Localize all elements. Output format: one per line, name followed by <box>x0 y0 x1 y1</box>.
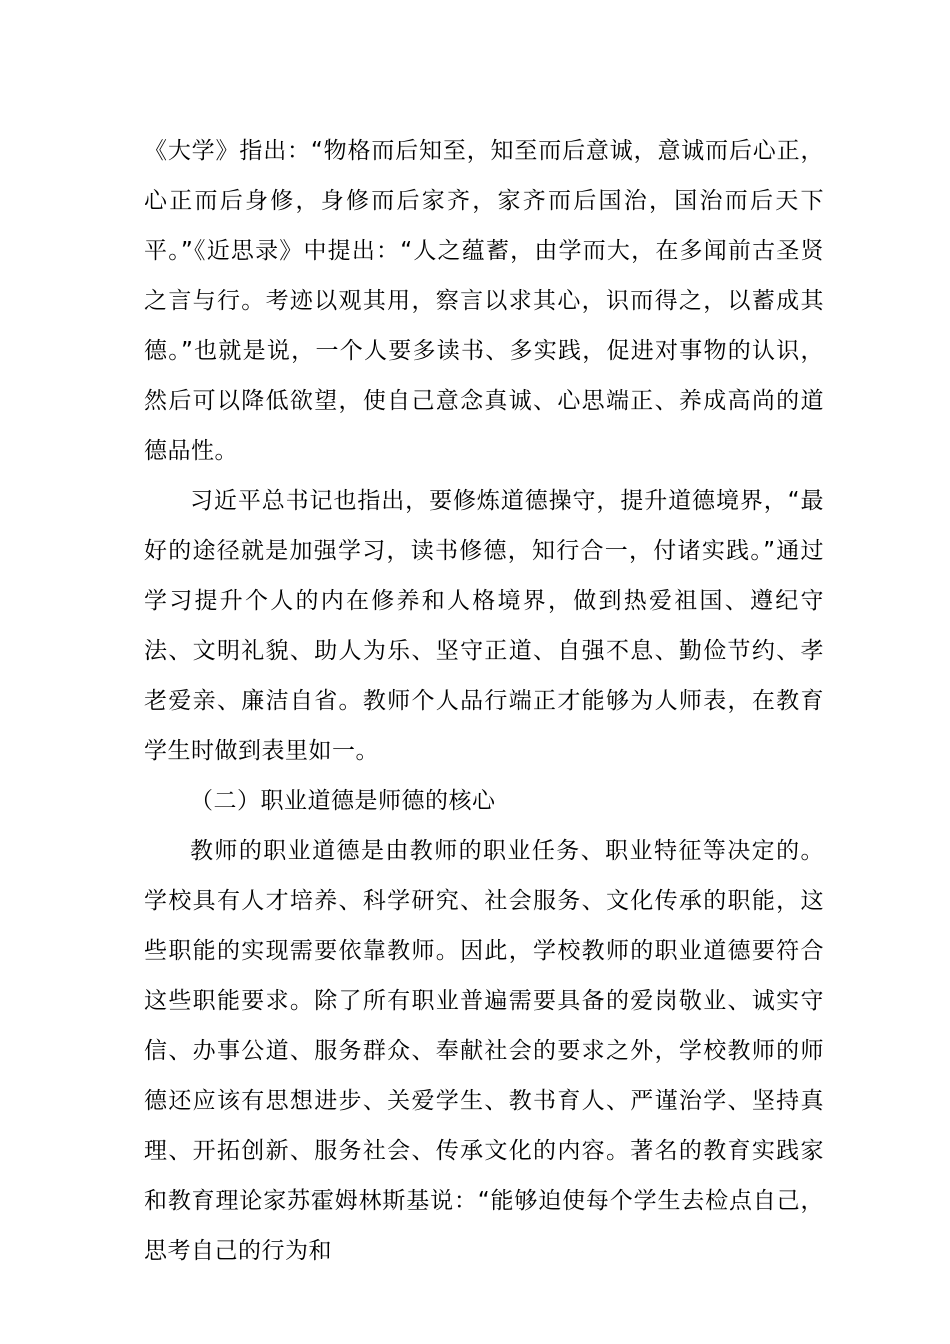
document-body <box>144 126 824 1276</box>
paragraph-daxue-quote: 《大学》指出：“物格而后知至，知至而后意诚，意诚而后心正，心正而后身修，身修而后家齐，家齐而后国治，国治而后天下平。”《近思录》中提出：“人之蕴蓄，由学而大，在多闻前古圣贤之言与行。考迹以观其用，察言以求其心，识而得之，以蓄成其德。”也就是说，一个人要多读书、多实践，促进对事物的认识，然后可以降低欲望，使自己意念真诚、心思端正、养成高尚的道德品性。 <box>144 138 824 464</box>
paragraph-professional-ethics: 教师的职业道德是由教师的职业任务、职业特征等决定的。学校具有人才培养、科学研究、社会服务、文化传承的职能，这些职能的实现需要依靠教师。因此，学校教师的职业道德要符合这些职能要求。除了所有职业普遍需要具备的爱岗敬业、诚实守信、办事公道、服务群众、奉献社会的要求之外，学校教师的师德还应该有思想进步、关爱学生、教书育人、严谨治学、坚持真理、开拓创新、服务社会、传承文化的内容。著名的教育实践家和教育理论家苏霍姆林斯基说：“能够迫使每个学生去检点自己，思考自己的行为和 <box>144 838 824 1264</box>
section-heading: （二）职业道德是师德的核心 <box>190 788 496 814</box>
paragraph-xi-quote: 习近平总书记也指出，要修炼道德操守，提升道德境界，“最好的途径就是加强学习，读书修德，知行合一，付诸实践。”通过学习提升个人的内在修养和人格境界，做到热爱祖国、遵纪守法、文明礼貌、助人为乐、坚守正道、自强不息、勤俭节约、孝老爱亲、廉洁自省。教师个人品行端正才能够为人师表，在教育学生时做到表里如一。 <box>144 488 824 764</box>
